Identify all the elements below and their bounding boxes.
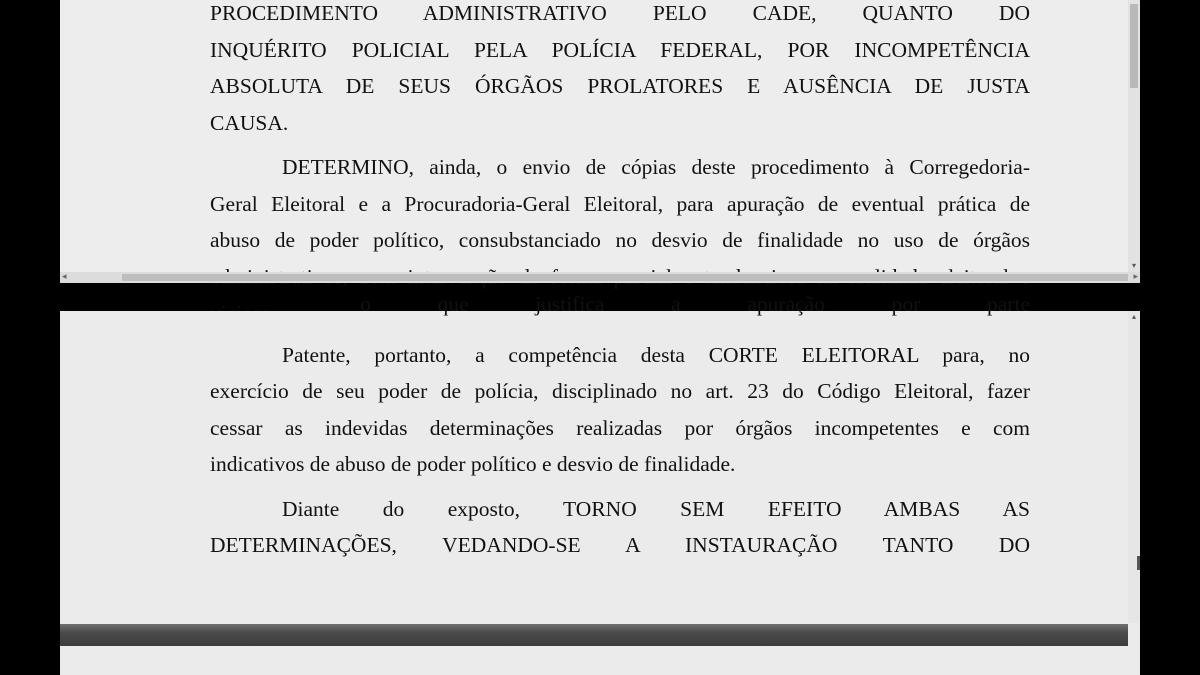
text-line: DETERMINAÇÕES, VEDANDO-SE A INSTAURAÇÃO TANTO DO [210, 533, 1030, 557]
vertical-scrollbar[interactable] [1128, 311, 1140, 623]
text-line: abuso de poder político, consubstanciado no desvio de finalidade no uso de órgãos [210, 228, 1030, 252]
text-line: cessar as indevidas determinações realizadas por órgãos incompetentes e com [210, 415, 1030, 440]
text-line: PROCEDIMENTO ADMINISTRATIVO PELO CADE, QUANTO DO [210, 1, 1030, 25]
document-text-bottom [210, 286, 1030, 564]
horizontal-scrollbar[interactable] [60, 272, 1140, 283]
text-line: indicativos de abuso de poder político e desvio de finalidade. [210, 452, 736, 476]
text-line: DETERMINO, ainda, o envio de cópias deste procedimento à Corregedoria- [282, 155, 1030, 179]
edge-marker [1137, 556, 1140, 570]
scroll-down-arrow-icon[interactable]: ▾ [1131, 261, 1136, 270]
scroll-right-arrow-icon[interactable]: ▸ [1133, 272, 1138, 282]
text-line: INQUÉRITO POLICIAL PELA POLÍCIA FEDERAL, POR INCOMPETÊNCIA [210, 37, 1030, 62]
horizontal-scrollbar-thumb[interactable] [122, 274, 1128, 281]
text-line-cut: o que justifica a apuração por parte [360, 292, 1030, 316]
text-line: Diante do exposto, TORNO SEM EFEITO AMBAS AS [282, 496, 1030, 521]
text-line: Geral Eleitoral e a Procuradoria-Geral Eleitoral, para apuração de eventual prática de [210, 191, 1030, 216]
text-line: ABSOLUTA DE SEUS ÓRGÃOS PROLATORES E AUSÊNCIA DE JUSTA [210, 74, 1030, 98]
page-break-divider [60, 624, 1128, 646]
vertical-scrollbar[interactable] [1128, 0, 1140, 272]
scroll-up-arrow-icon[interactable]: ▴ [1131, 312, 1136, 321]
vertical-scrollbar-thumb[interactable] [1130, 4, 1138, 88]
scroll-left-arrow-icon[interactable]: ◂ [62, 272, 67, 282]
text-line: exercício de seu poder de polícia, disciplinado no art. 23 do Código Eleitoral, fazer [210, 379, 1030, 403]
document-viewer-top [60, 0, 1140, 283]
document-viewer-bottom [60, 292, 1140, 675]
text-line: Patente, portanto, a competência desta CORTE ELEITORAL para, no [282, 342, 1030, 367]
text-line: CAUSA. [210, 110, 289, 135]
